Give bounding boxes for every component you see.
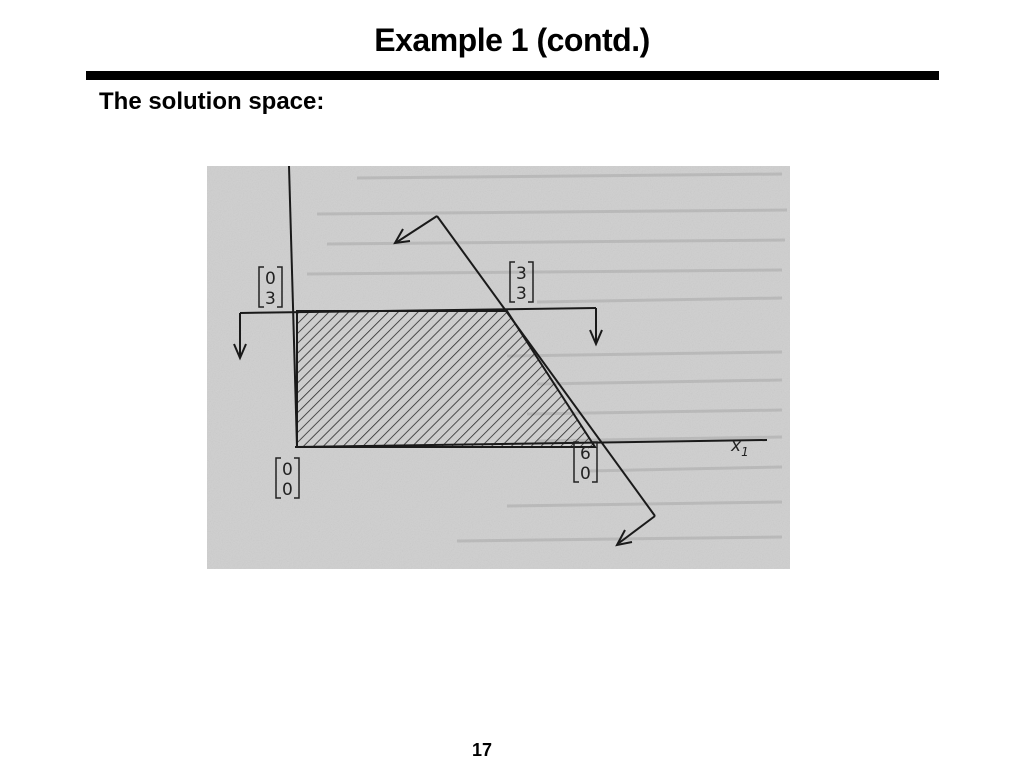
vertex-0-3-top: 0: [265, 269, 276, 289]
vertex-0-0-top: 0: [282, 460, 293, 480]
vertex-0-3-bottom: 3: [265, 289, 276, 309]
vertex-3-3-top: 3: [516, 264, 527, 284]
solution-space-diagram: [207, 166, 790, 569]
vertex-6-0-top: 6: [580, 444, 591, 464]
vertex-0-0-bottom: 0: [282, 480, 293, 500]
slide-subtitle: The solution space:: [99, 88, 325, 115]
x1-axis-label: $x_1$: [731, 436, 749, 459]
vertex-6-0-bottom: 0: [580, 464, 591, 484]
vertex-3-3-bottom: 3: [516, 284, 527, 304]
solution-space-figure: [207, 166, 790, 569]
page-number: 17: [471, 740, 493, 760]
title-divider: [86, 71, 939, 80]
slide-title: Example 1 (contd.): [374, 22, 650, 58]
